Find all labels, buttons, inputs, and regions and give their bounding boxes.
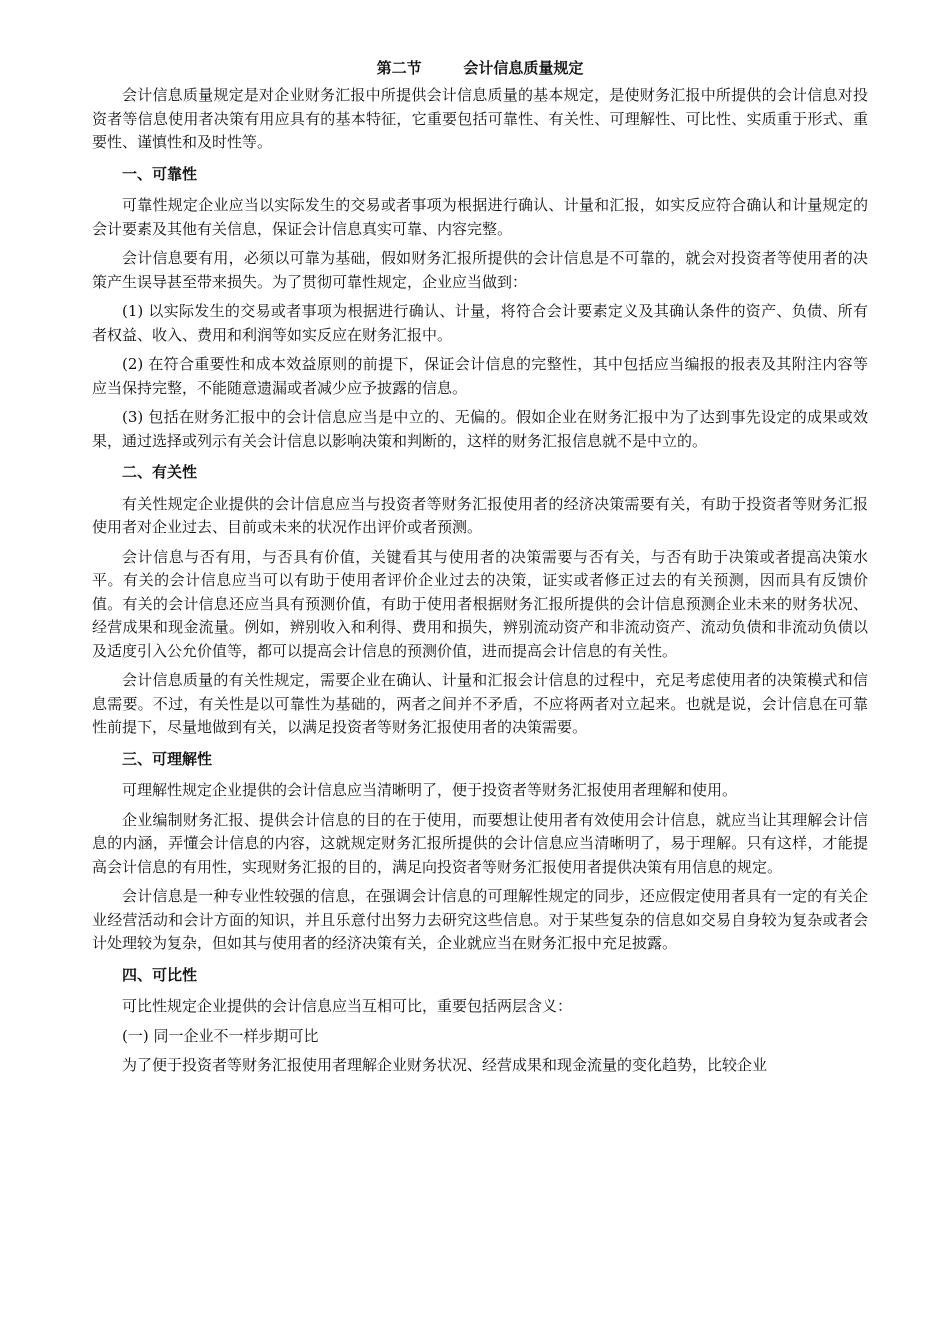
- paragraph: 可靠性规定企业应当以实际发生的交易或者事项为根据进行确认、计量和汇报，如实反应符合确认和计量规定的会计要素及其他有关信息，保证会计信息真实可靠、内容完整。: [92, 196, 868, 238]
- document-page: [92, 56, 868, 1084]
- section-title: 第二节 会计信息质量规定: [376, 59, 584, 77]
- paragraph: 可比性规定企业提供的会计信息应当互相可比，重要包括两层含义：: [122, 997, 573, 1015]
- paragraph: 会计信息是一种专业性较强的信息，在强调会计信息的可理解性规定的同步，还应假定使用者具有一定的有关企业经营活动和会计方面的知识，并且乐意付出努力去研究这些信息。对于某些复杂的信息如交易自身较为复杂或者会计处理较为复杂，但如其与使用者的经济决策有关，企业就应当在财务汇报中充足披露。: [92, 887, 868, 952]
- heading-relevance: 二、有关性: [122, 463, 198, 481]
- paragraph: 可理解性规定企业提供的会计信息应当清晰明了，便于投资者等财务汇报使用者理解和使用。: [122, 781, 738, 799]
- list-item: (3) 包括在财务汇报中的会计信息应当是中立的、无偏的。假如企业在财务汇报中为了达到事先设定的成果或效果，通过选择或列示有关会计信息以影响决策和判断的，这样的财务汇报信息就不是中立的。: [92, 408, 868, 450]
- list-item: (一) 同一企业不一样步期可比: [122, 1026, 319, 1045]
- paragraph: 会计信息质量的有关性规定，需要企业在确认、计量和汇报会计信息的过程中，充足考虑使用者的决策模式和信息需要。不过，有关性是以可靠性为基础的，两者之间并不矛盾，不应将两者对立起来。也就是说，会计信息在可靠性前提下，尽量地做到有关，以满足投资者等财务汇报使用者的决策需要。: [92, 671, 868, 736]
- paragraph: 会计信息要有用，必须以可靠为基础，假如财务汇报所提供的会计信息是不可靠的，就会对投资者等使用者的决策产生误导甚至带来损失。为了贯彻可靠性规定，企业应当做到：: [92, 249, 868, 291]
- heading-reliability: 一、可靠性: [122, 164, 198, 183]
- paragraph: 为了便于投资者等财务汇报使用者理解企业财务状况、经营成果和现金流量的变化趋势，比较企业: [122, 1056, 768, 1074]
- list-item: (2) 在符合重要性和成本效益原则的前提下，保证会计信息的完整性，其中包括应当编报的报表及其附注内容等应当保持完整，不能随意遗漏或者减少应予披露的信息。: [92, 355, 868, 397]
- list-item: (1) 以实际发生的交易或者事项为根据进行确认、计量，将符合会计要素定义及其确认条件的资产、负债、所有者权益、收入、费用和利润等如实反应在财务汇报中。: [92, 302, 868, 344]
- intro-paragraph: 会计信息质量规定是对企业财务汇报中所提供会计信息质量的基本规定，是使财务汇报中所提供的会计信息对投资者等信息使用者决策有用应具有的基本特征，它重要包括可靠性、有关性、可理解性、可比性、实质重于形式、重要性、谨慎性和及时性等。: [92, 86, 868, 151]
- paragraph: 企业编制财务汇报、提供会计信息的目的在于使用，而要想让使用者有效使用会计信息，就应当让其理解会计信息的内涵，弄懂会计信息的内容，这就规定财务汇报所提供的会计信息应当清晰明了，易于理解。只有这样，才能提高会计信息的有用性，实现财务汇报的目的，满足向投资者等财务汇报使用者提供决策有用信息的规定。: [92, 810, 868, 876]
- paragraph: 有关性规定企业提供的会计信息应当与投资者等财务汇报使用者的经济决策需要有关，有助于投资者等财务汇报使用者对企业过去、目前或未来的状况作出评价或者预测。: [92, 494, 868, 536]
- heading-comparability: 四、可比性: [122, 965, 198, 984]
- paragraph: 会计信息与否有用，与否具有价值，关键看其与使用者的决策需要与否有关，与否有助于决策或者提高决策水平。有关的会计信息应当可以有助于使用者评价企业过去的决策，证实或者修正过去的有关预测，因而具有反馈价值。有关的会计信息还应当具有预测价值，有助于使用者根据财务汇报所提供的会计信息预测企业未来的财务状况、经营成果和现金流量。例如，辨别收入和利得、费用和损失，辨别流动资产和非流动资产、流动负债和非流动负债以及适度引入公允价值等，都可以提高会计信息的预测价值，进而提高会计信息的有关性。: [92, 547, 868, 660]
- heading-understandability: 三、可理解性: [122, 749, 213, 768]
